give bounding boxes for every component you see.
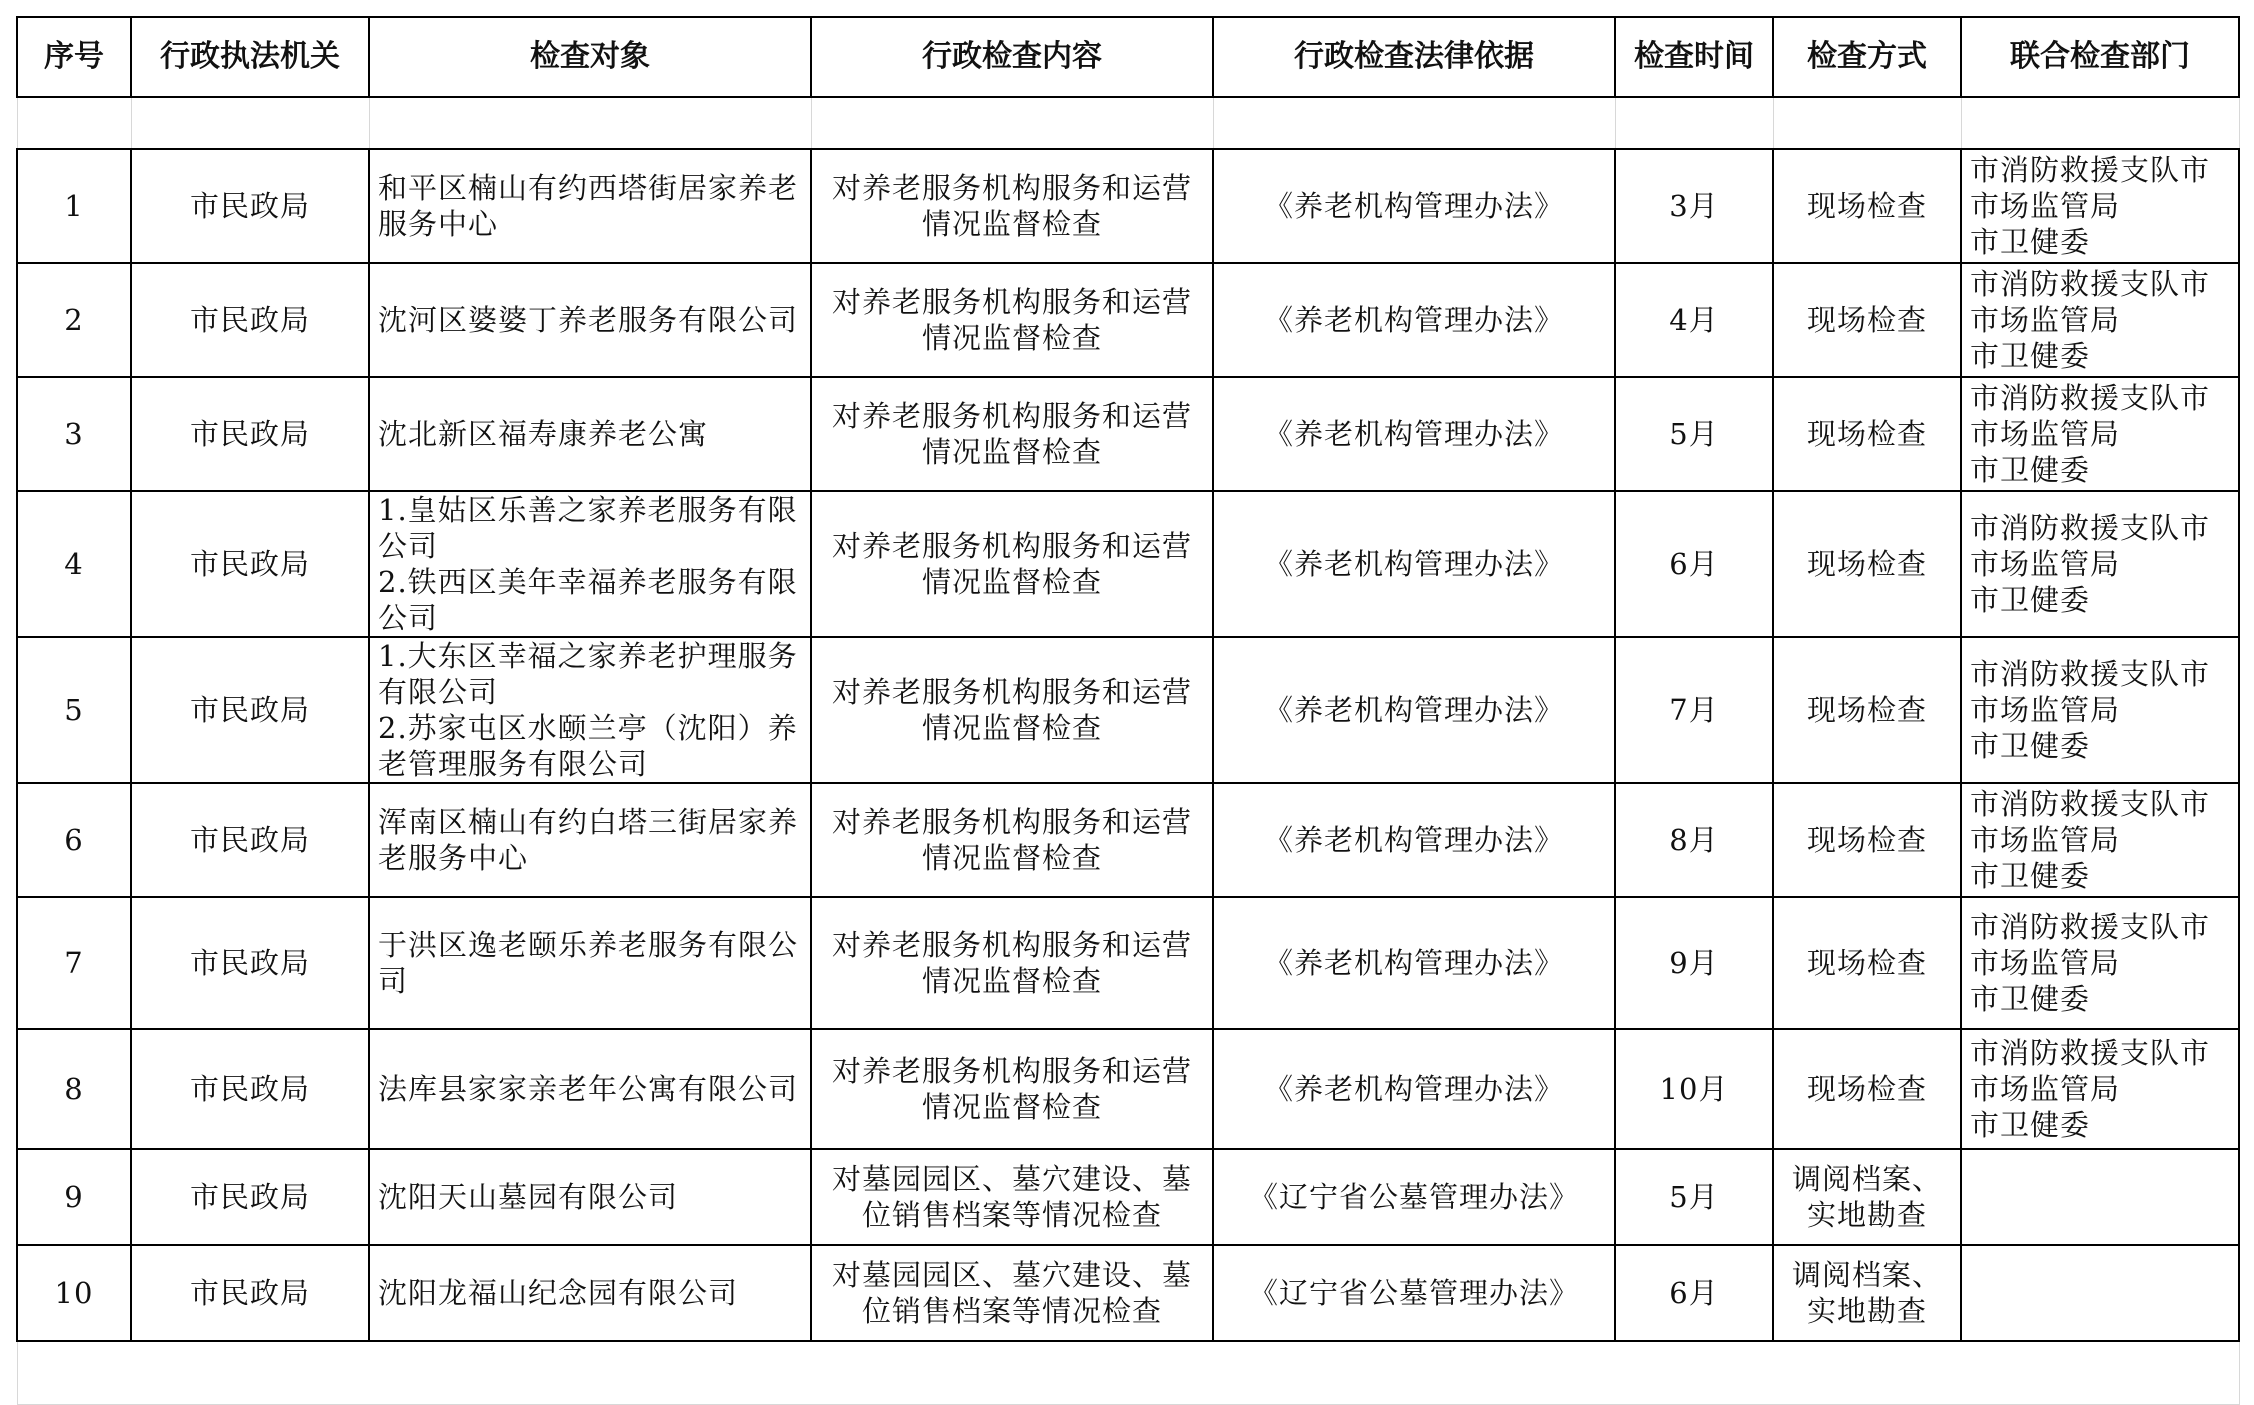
method-text: 实地勘查: [1806, 1198, 1927, 1232]
empty-cell[interactable]: [369, 1341, 811, 1405]
agency-cell[interactable]: [131, 637, 369, 783]
target-cell[interactable]: [369, 1245, 811, 1341]
row-number: 4: [64, 547, 84, 581]
joint-department-text: 市消防救援支队市: [1970, 657, 2211, 691]
joint-department-text: 市消防救援支队市: [1970, 381, 2211, 415]
empty-cell[interactable]: [131, 1341, 369, 1405]
joint-department-text: 市卫健委: [1970, 225, 2091, 259]
target-text: 沈阳龙福山纪念园有限公司: [378, 1276, 739, 1310]
target-cell[interactable]: [369, 149, 811, 263]
content-text: 对养老服务机构服务和运营情况监督检查: [831, 399, 1192, 469]
joint-department-cell[interactable]: [1961, 1149, 2239, 1245]
time-text: 9月: [1669, 946, 1719, 980]
legal-basis-cell[interactable]: [1213, 1029, 1615, 1149]
target-cell[interactable]: [369, 377, 811, 491]
target-text: 于洪区逸老颐乐养老服务有限公司: [378, 928, 799, 998]
joint-department-text: 市卫健委: [1970, 729, 2091, 763]
time-text: 10月: [1659, 1072, 1729, 1106]
table-body: [17, 149, 2239, 1341]
time-text: 4月: [1669, 303, 1719, 337]
row-number: 5: [64, 693, 84, 727]
agency-text: 市民政局: [189, 417, 310, 451]
target-text: 沈河区婆婆丁养老服务有限公司: [378, 303, 799, 337]
joint-department-cell[interactable]: [1961, 1245, 2239, 1341]
time-cell[interactable]: [1615, 149, 1773, 263]
time-text: 6月: [1669, 547, 1719, 581]
target-cell[interactable]: [369, 897, 811, 1029]
joint-department-text: 市卫健委: [1970, 982, 2091, 1016]
agency-cell[interactable]: [131, 491, 369, 637]
method-text: 现场检查: [1806, 693, 1927, 727]
empty-cell[interactable]: [1213, 1341, 1615, 1405]
content-text: 对养老服务机构服务和运营情况监督检查: [831, 171, 1192, 241]
table-row: [17, 149, 2239, 263]
joint-department-cell[interactable]: [1961, 897, 2239, 1029]
table-row: [17, 1149, 2239, 1245]
joint-department-cell[interactable]: [1961, 491, 2239, 637]
agency-cell[interactable]: [131, 149, 369, 263]
joint-department-cell[interactable]: [1961, 377, 2239, 491]
content-text: 对养老服务机构服务和运营情况监督检查: [831, 529, 1192, 599]
joint-department-text: 市场监管局: [1970, 823, 2121, 857]
content-text: 对养老服务机构服务和运营情况监督检查: [831, 1054, 1192, 1124]
row-number: 1: [64, 189, 84, 223]
empty-cell[interactable]: [17, 1341, 131, 1405]
time-cell[interactable]: [1615, 783, 1773, 897]
legal-basis-text: 《养老机构管理办法》: [1263, 303, 1564, 337]
table-row: [17, 377, 2239, 491]
empty-cell[interactable]: [1961, 97, 2239, 149]
joint-department-cell[interactable]: [1961, 637, 2239, 783]
empty-cell[interactable]: [17, 97, 131, 149]
header-row: [17, 17, 2239, 97]
row-number: 8: [64, 1072, 84, 1106]
target-text: 和平区楠山有约西塔街居家养老服务中心: [378, 171, 799, 241]
time-cell[interactable]: [1615, 1149, 1773, 1245]
agency-cell[interactable]: [131, 263, 369, 377]
time-text: 5月: [1669, 417, 1719, 451]
agency-text: 市民政局: [189, 1072, 310, 1106]
legal-basis-text: 《养老机构管理办法》: [1263, 547, 1564, 581]
method-text: 实地勘查: [1806, 1294, 1927, 1328]
time-cell[interactable]: [1615, 637, 1773, 783]
empty-cell[interactable]: [1615, 1341, 1773, 1405]
joint-department-text: 市消防救援支队市: [1970, 910, 2211, 944]
row-number-cell[interactable]: [17, 1149, 131, 1245]
blank-bottom-row: [17, 1341, 2239, 1405]
legal-basis-text: 《养老机构管理办法》: [1263, 693, 1564, 727]
target-text: 浑南区楠山有约白塔三街居家养老服务中心: [378, 805, 799, 875]
target-cell[interactable]: [369, 1029, 811, 1149]
target-cell[interactable]: [369, 1149, 811, 1245]
empty-cell[interactable]: [811, 97, 1213, 149]
legal-basis-cell[interactable]: [1213, 1245, 1615, 1341]
empty-cell[interactable]: [369, 97, 811, 149]
joint-department-text: 市场监管局: [1970, 693, 2121, 727]
method-cell[interactable]: [1773, 1245, 1961, 1341]
agency-text: 市民政局: [189, 823, 310, 857]
joint-department-text: 市消防救援支队市: [1970, 787, 2211, 821]
row-number-cell[interactable]: [17, 637, 131, 783]
method-cell[interactable]: [1773, 637, 1961, 783]
table-row: [17, 1029, 2239, 1149]
content-cell[interactable]: [811, 491, 1213, 637]
method-cell[interactable]: [1773, 263, 1961, 377]
row-number-cell[interactable]: [17, 263, 131, 377]
header-cell[interactable]: 序号: [17, 17, 131, 97]
method-cell[interactable]: [1773, 783, 1961, 897]
method-text: 调阅档案、: [1791, 1258, 1942, 1292]
agency-text: 市民政局: [189, 693, 310, 727]
content-cell[interactable]: [811, 263, 1213, 377]
legal-basis-cell[interactable]: [1213, 377, 1615, 491]
joint-department-cell[interactable]: [1961, 263, 2239, 377]
time-cell[interactable]: [1615, 897, 1773, 1029]
content-text: 对养老服务机构服务和运营情况监督检查: [831, 928, 1192, 998]
method-cell[interactable]: [1773, 149, 1961, 263]
time-text: 7月: [1669, 693, 1719, 727]
joint-department-text: 市卫健委: [1970, 583, 2091, 617]
method-cell[interactable]: [1773, 897, 1961, 1029]
row-number-cell[interactable]: [17, 491, 131, 637]
table-row: [17, 263, 2239, 377]
agency-text: 市民政局: [189, 1180, 310, 1214]
joint-department-text: 市卫健委: [1970, 339, 2091, 373]
joint-department-cell[interactable]: [1961, 149, 2239, 263]
header-cell[interactable]: 行政检查内容: [811, 17, 1213, 97]
table-row: [17, 637, 2239, 783]
target-cell[interactable]: [369, 783, 811, 897]
row-number-cell[interactable]: [17, 1245, 131, 1341]
time-text: 3月: [1669, 189, 1719, 223]
row-number-cell[interactable]: [17, 149, 131, 263]
blank-top-row: [17, 97, 2239, 149]
legal-basis-text: 《养老机构管理办法》: [1263, 823, 1564, 857]
legal-basis-text: 《养老机构管理办法》: [1263, 946, 1564, 980]
content-cell[interactable]: [811, 897, 1213, 1029]
legal-basis-cell[interactable]: [1213, 1149, 1615, 1245]
legal-basis-cell[interactable]: [1213, 783, 1615, 897]
legal-basis-text: 《辽宁省公墓管理办法》: [1248, 1180, 1579, 1214]
method-cell[interactable]: [1773, 491, 1961, 637]
header-cell[interactable]: 联合检查部门: [1961, 17, 2239, 97]
agency-text: 市民政局: [189, 547, 310, 581]
content-text: 对养老服务机构服务和运营情况监督检查: [831, 285, 1192, 355]
header-cell[interactable]: 检查对象: [369, 17, 811, 97]
method-text: 现场检查: [1806, 547, 1927, 581]
table-row: [17, 491, 2239, 637]
row-number-cell[interactable]: [17, 377, 131, 491]
method-text: 现场检查: [1806, 823, 1927, 857]
agency-text: 市民政局: [189, 303, 310, 337]
joint-department-text: 市场监管局: [1970, 1072, 2121, 1106]
legal-basis-cell[interactable]: [1213, 491, 1615, 637]
legal-basis-text: 《辽宁省公墓管理办法》: [1248, 1276, 1579, 1310]
time-cell[interactable]: [1615, 491, 1773, 637]
joint-department-text: 市卫健委: [1970, 453, 2091, 487]
joint-department-text: 市消防救援支队市: [1970, 511, 2211, 545]
row-number: 2: [64, 303, 84, 337]
agency-cell[interactable]: [131, 1245, 369, 1341]
row-number: 7: [64, 946, 84, 980]
joint-department-text: 市卫健委: [1970, 1108, 2091, 1142]
joint-department-text: 市场监管局: [1970, 303, 2121, 337]
legal-basis-cell[interactable]: [1213, 149, 1615, 263]
target-text: 1.皇姑区乐善之家养老服务有限公司: [378, 493, 798, 563]
target-text: 1.大东区幸福之家养老护理服务有限公司: [378, 639, 798, 709]
time-text: 8月: [1669, 823, 1719, 857]
joint-department-text: 市场监管局: [1970, 946, 2121, 980]
joint-department-cell[interactable]: [1961, 783, 2239, 897]
content-cell[interactable]: [811, 377, 1213, 491]
agency-text: 市民政局: [189, 189, 310, 223]
header-cell[interactable]: 检查方式: [1773, 17, 1961, 97]
legal-basis-cell[interactable]: [1213, 897, 1615, 1029]
content-cell[interactable]: [811, 1029, 1213, 1149]
target-text: 沈阳天山墓园有限公司: [378, 1180, 679, 1214]
row-number: 10: [54, 1276, 94, 1310]
method-text: 现场检查: [1806, 417, 1927, 451]
joint-department-text: 市消防救援支队市: [1970, 267, 2211, 301]
time-text: 5月: [1669, 1180, 1719, 1214]
joint-department-text: 市消防救援支队市: [1970, 1036, 2211, 1070]
empty-cell[interactable]: [811, 1341, 1213, 1405]
content-cell[interactable]: [811, 637, 1213, 783]
legal-basis-text: 《养老机构管理办法》: [1263, 1072, 1564, 1106]
target-text: 2.铁西区美年幸福养老服务有限公司: [378, 565, 798, 635]
row-number: 9: [64, 1180, 84, 1214]
method-text: 调阅档案、: [1791, 1162, 1942, 1196]
empty-cell[interactable]: [1773, 97, 1961, 149]
content-text: 对墓园园区、墓穴建设、墓位销售档案等情况检查: [831, 1258, 1192, 1328]
time-cell[interactable]: [1615, 377, 1773, 491]
joint-department-text: 市场监管局: [1970, 547, 2121, 581]
table-row: [17, 783, 2239, 897]
table-row: [17, 897, 2239, 1029]
empty-cell[interactable]: [1213, 97, 1615, 149]
agency-text: 市民政局: [189, 1276, 310, 1310]
method-text: 现场检查: [1806, 946, 1927, 980]
target-text: 2.苏家屯区水颐兰亭（沈阳）养老管理服务有限公司: [378, 711, 798, 781]
method-text: 现场检查: [1806, 1072, 1927, 1106]
target-text: 沈北新区福寿康养老公寓: [378, 417, 709, 451]
agency-cell[interactable]: [131, 377, 369, 491]
legal-basis-text: 《养老机构管理办法》: [1263, 417, 1564, 451]
content-cell[interactable]: [811, 1149, 1213, 1245]
row-number: 3: [64, 417, 84, 451]
joint-department-cell[interactable]: [1961, 1029, 2239, 1149]
legal-basis-cell[interactable]: [1213, 637, 1615, 783]
row-number-cell[interactable]: [17, 783, 131, 897]
content-text: 对墓园园区、墓穴建设、墓位销售档案等情况检查: [831, 1162, 1192, 1232]
empty-cell[interactable]: [131, 97, 369, 149]
target-text: 法库县家家亲老年公寓有限公司: [378, 1072, 799, 1106]
row-number: 6: [64, 823, 84, 857]
empty-cell[interactable]: [1961, 1341, 2239, 1405]
content-text: 对养老服务机构服务和运营情况监督检查: [831, 805, 1192, 875]
header-cell[interactable]: 行政执法机关: [131, 17, 369, 97]
target-cell[interactable]: [369, 263, 811, 377]
row-number-cell[interactable]: [17, 897, 131, 1029]
agency-cell[interactable]: [131, 897, 369, 1029]
target-cell[interactable]: [369, 491, 811, 637]
time-cell[interactable]: [1615, 1029, 1773, 1149]
content-text: 对养老服务机构服务和运营情况监督检查: [831, 675, 1192, 745]
header-cell[interactable]: 行政检查法律依据: [1213, 17, 1615, 97]
time-cell[interactable]: [1615, 263, 1773, 377]
empty-cell[interactable]: [1615, 97, 1773, 149]
agency-cell[interactable]: [131, 1029, 369, 1149]
empty-cell[interactable]: [1773, 1341, 1961, 1405]
agency-text: 市民政局: [189, 946, 310, 980]
method-cell[interactable]: [1773, 1029, 1961, 1149]
method-text: 现场检查: [1806, 189, 1927, 223]
spreadsheet: [16, 16, 2238, 1388]
method-text: 现场检查: [1806, 303, 1927, 337]
agency-cell[interactable]: [131, 1149, 369, 1245]
method-cell[interactable]: [1773, 377, 1961, 491]
content-cell[interactable]: [811, 149, 1213, 263]
legal-basis-text: 《养老机构管理办法》: [1263, 189, 1564, 223]
row-number-cell[interactable]: [17, 1029, 131, 1149]
agency-cell[interactable]: [131, 783, 369, 897]
table-row: [17, 1245, 2239, 1341]
legal-basis-cell[interactable]: [1213, 263, 1615, 377]
content-cell[interactable]: [811, 783, 1213, 897]
target-cell[interactable]: [369, 637, 811, 783]
joint-department-text: 市场监管局: [1970, 417, 2121, 451]
joint-department-text: 市卫健委: [1970, 859, 2091, 893]
header-cell[interactable]: 检查时间: [1615, 17, 1773, 97]
time-text: 6月: [1669, 1276, 1719, 1310]
content-cell[interactable]: [811, 1245, 1213, 1341]
joint-department-text: 市消防救援支队市: [1970, 153, 2211, 187]
method-cell[interactable]: [1773, 1149, 1961, 1245]
inspection-plan-table: [16, 16, 2240, 1405]
time-cell[interactable]: [1615, 1245, 1773, 1341]
joint-department-text: 市场监管局: [1970, 189, 2121, 223]
